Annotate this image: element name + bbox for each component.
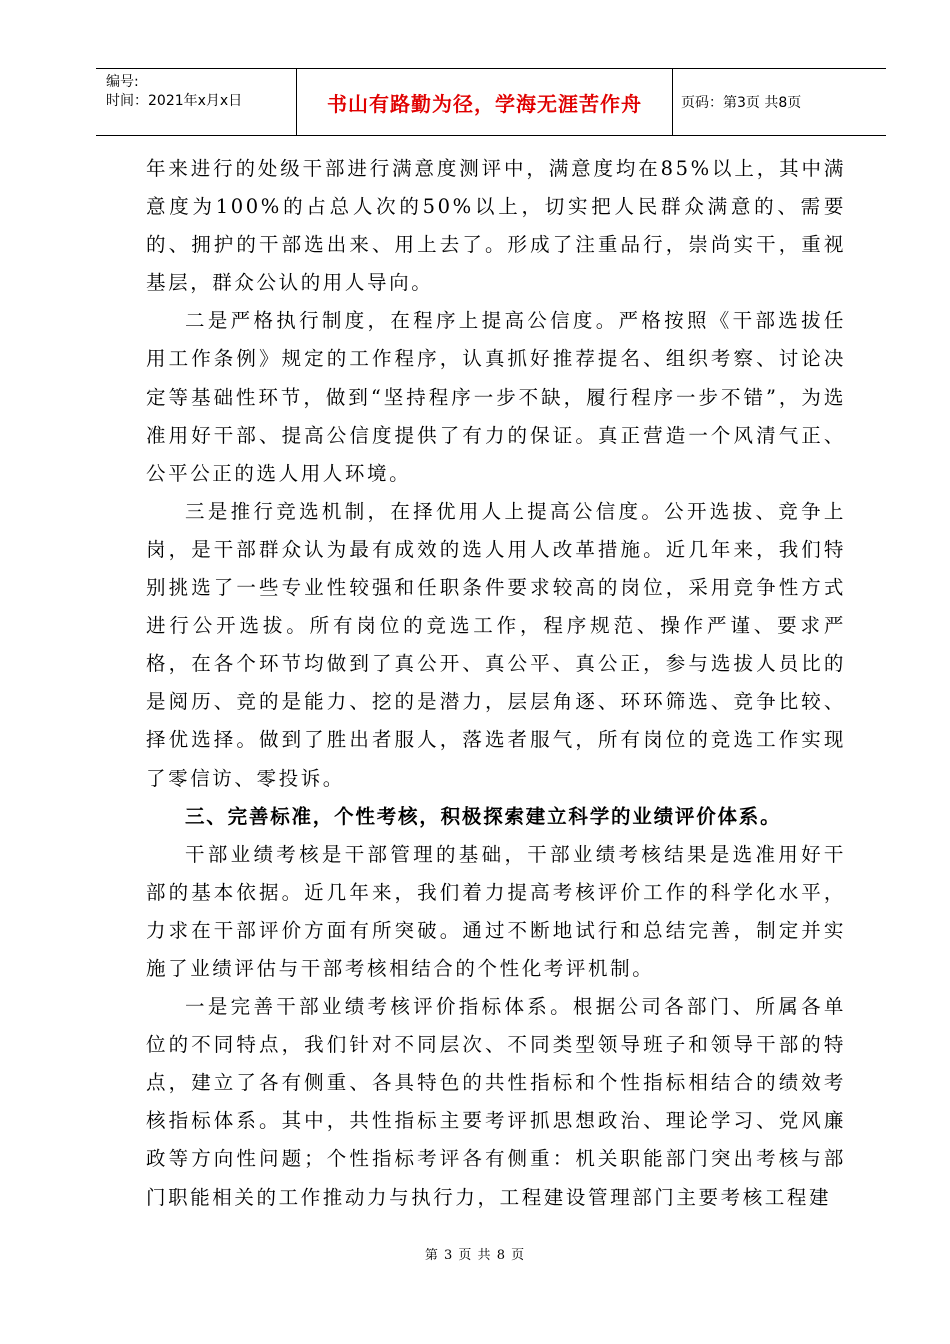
header-motto: 书山有路勤为径，学海无涯苦作舟	[297, 69, 673, 135]
page-header	[96, 68, 886, 136]
body-paragraph: 干部业绩考核是干部管理的基础，干部业绩考核结果是选准用好干部的基本依据。近几年来，我们着力提高考核评价工作的科学化水平，力求在干部评价方面有所突破。通过不断地试行和总结完善，制定并实施了业绩评估与干部考核相结合的个性化考评机制。	[146, 842, 846, 980]
document-time-label: 时间：2021年x月x日	[106, 93, 243, 109]
body-paragraph: 年来进行的处级干部进行满意度测评中，满意度均在85%以上，其中满意度为100%的占总人次的50%以上，切实把人民群众满意的、需要的、拥护的干部选出来、用上去了。形成了注重品行，崇尚实干，重视基层，群众公认的用人导向。	[146, 157, 846, 295]
header-meta	[96, 69, 297, 135]
document-body	[146, 150, 846, 1217]
document-number-label: 编号:	[106, 74, 139, 90]
header-page-info: 页码：第3页 共8页	[681, 95, 802, 111]
body-paragraph: 二是严格执行制度，在程序上提高公信度。严格按照《干部选拔任用工作条例》规定的工作程序，认真抓好推荐提名、组织考察、讨论决定等基础性环节，做到“坚持程序一步不缺，履行程序一步不错”，为选准用好干部、提高公信度提供了有力的保证。真正营造一个风清气正、公平公正的选人用人环境。	[146, 309, 846, 485]
section-heading: 三、完善标准，个性考核，积极探索建立科学的业绩评价体系。	[185, 804, 782, 828]
body-paragraph: 三是推行竞选机制，在择优用人上提高公信度。公开选拔、竞争上岗，是干部群众认为最有成效的选人用人改革措施。近几年来，我们特别挑选了一些专业性较强和任职条件要求较高的岗位，采用竞争性方式进行公开选拔。所有岗位的竞选工作，程序规范、操作严谨、要求严格，在各个环节均做到了真公开、真公平、真公正，参与选拔人员比的是阅历、竞的是能力、挖的是潜力，层层角逐、环环筛选、竞争比较、择优选择。做到了胜出者服人，落选者服气，所有岗位的竞选工作实现了零信访、零投诉。	[146, 499, 846, 790]
page-footer: 第 3 页 共 8 页	[424, 1248, 526, 1263]
body-paragraph: 一是完善干部业绩考核评价指标体系。根据公司各部门、所属各单位的不同特点，我们针对不同层次、不同类型领导班子和领导干部的特点，建立了各有侧重、各具特色的共性指标和个性指标相结合的绩效考核指标体系。其中，共性指标主要考评抓思想政治、理论学习、党风廉政等方向性问题；个性指标考评各有侧重：机关职能部门突出考核与部门职能相关的工作推动力与执行力，工程建设管理部门主要考核工程建	[146, 995, 846, 1209]
